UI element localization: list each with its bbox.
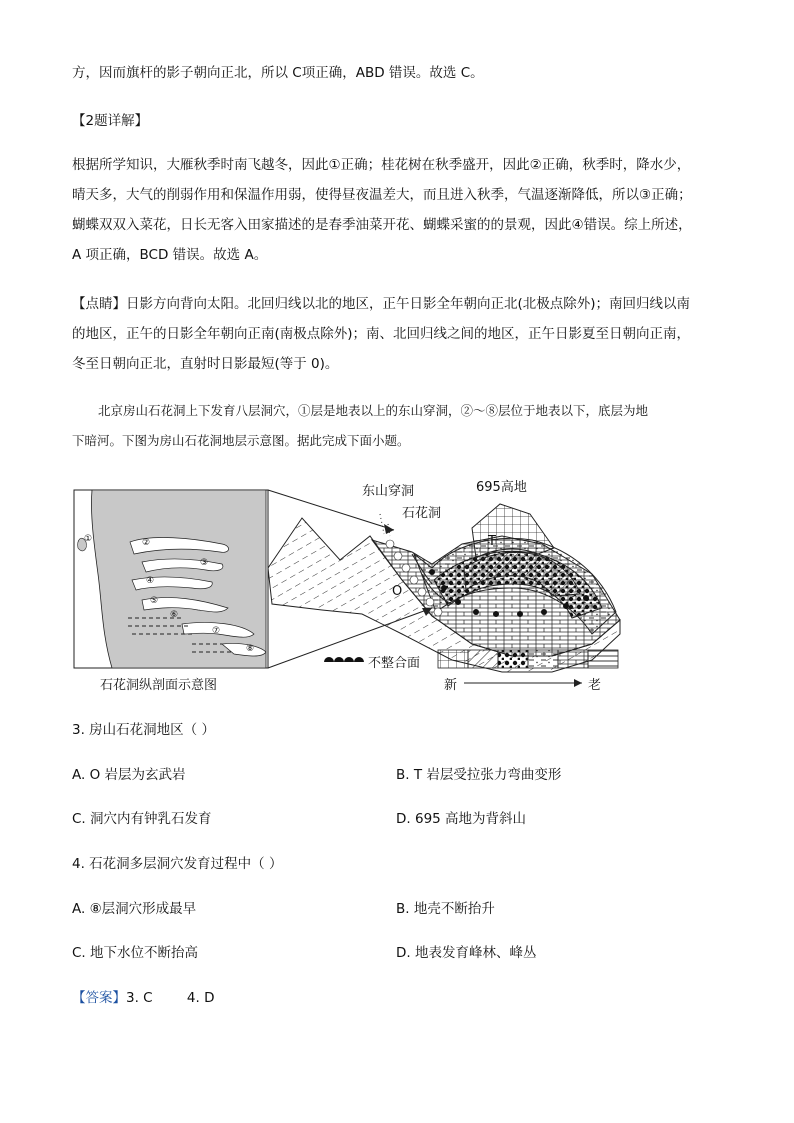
answer-text: 3. C 4. D [126, 990, 215, 1006]
q3-option-c: C. 洞穴内有钟乳石发育 [72, 811, 212, 827]
text-line: 方，因而旗杆的影子朝向正北，所以 C项正确，ABD 错误。故选 C。 [72, 65, 484, 81]
label-O-stratum: O [392, 584, 403, 599]
layer-label: ⑦ [212, 626, 221, 636]
layer-label: ⑥ [170, 610, 179, 620]
label-T-stratum: T [488, 534, 496, 549]
stratum-figure [72, 480, 632, 694]
layer-label: ④ [146, 576, 155, 586]
q4-option-a: A. ⑧层洞穴形成最早 [72, 901, 197, 917]
text-line: 晴天多，大气的削弱作用和保温作用弱，使得昼夜温差大，而且进入秋季，气温逐渐降低，所以③正确； [72, 187, 692, 203]
legend-new: 新 [444, 678, 458, 693]
text-line: 【点睛】日影方向背向太阳。北回归线以北的地区，正午日影全年朝向正北(北极点除外)；南回归线以南 [72, 296, 691, 312]
question-3-stem: 3. 房山石花洞地区（ ） [72, 722, 215, 738]
answer-line [72, 986, 215, 1006]
label-695-highland: 695高地 [476, 480, 527, 495]
layer-label: ③ [200, 558, 209, 568]
figure-drawing [72, 484, 632, 694]
material-intro [72, 396, 722, 456]
answer-tag: 【答案】 [72, 990, 126, 1006]
legend-unconformity: 不整合面 [368, 656, 421, 671]
layer-label: ⑧ [246, 644, 255, 654]
text-line: 蝴蝶双双入菜花，日长无客入田家描述的是春季油菜开花、蝴蝶采蜜的的景观，因此④错误。综上所述， [72, 217, 692, 233]
label-dongshan-cave: 东山穿洞 [362, 484, 415, 499]
q3-option-a: A. O 岩层为玄武岩 [72, 767, 186, 783]
question-4-stem: 4. 石花洞多层洞穴发育过程中（ ） [72, 856, 283, 872]
key-point [72, 289, 722, 379]
text-line: 下暗河。下图为房山石花洞地层示意图。据此完成下面小题。 [72, 433, 410, 448]
figure-caption: 石花洞纵剖面示意图 [100, 678, 218, 693]
q4-option-d: D. 地表发育峰林、峰丛 [396, 945, 537, 961]
explanation-q1-end [72, 58, 722, 88]
text-line: 冬至日朝向正北，直射时日影最短(等于 0)。 [72, 356, 339, 372]
layer-label: ① [84, 534, 93, 544]
q3-option-d: D. 695 高地为背斜山 [396, 811, 527, 827]
q3-option-b: B. T 岩层受拉张力弯曲变形 [396, 767, 562, 783]
text-line: A 项正确，BCD 错误。故选 A。 [72, 247, 268, 263]
q2-heading: 【2题详解】 [72, 113, 149, 129]
text-line: 的地区，正午的日影全年朝向正南(南极点除外)；南、北回归线之间的地区，正午日影夏至日朝向正南， [72, 326, 691, 342]
text-line: 根据所学知识，大雁秋季时南飞越冬，因此①正确；桂花树在秋季盛开，因此②正确，秋季时，降水少， [72, 157, 691, 173]
layer-label: ② [142, 538, 151, 548]
legend-old: 老 [588, 678, 602, 693]
q4-option-b: B. 地壳不断抬升 [396, 901, 495, 917]
layer-label: ⑤ [150, 596, 159, 606]
q4-option-c: C. 地下水位不断抬高 [72, 945, 199, 961]
explanation-q2 [72, 150, 722, 270]
label-shihua-cave: 石花洞 [402, 506, 442, 521]
text-line: 北京房山石花洞上下发育八层洞穴，①层是地表以上的东山穿洞，②～⑧层位于地表以下，底层为地 [98, 403, 649, 418]
